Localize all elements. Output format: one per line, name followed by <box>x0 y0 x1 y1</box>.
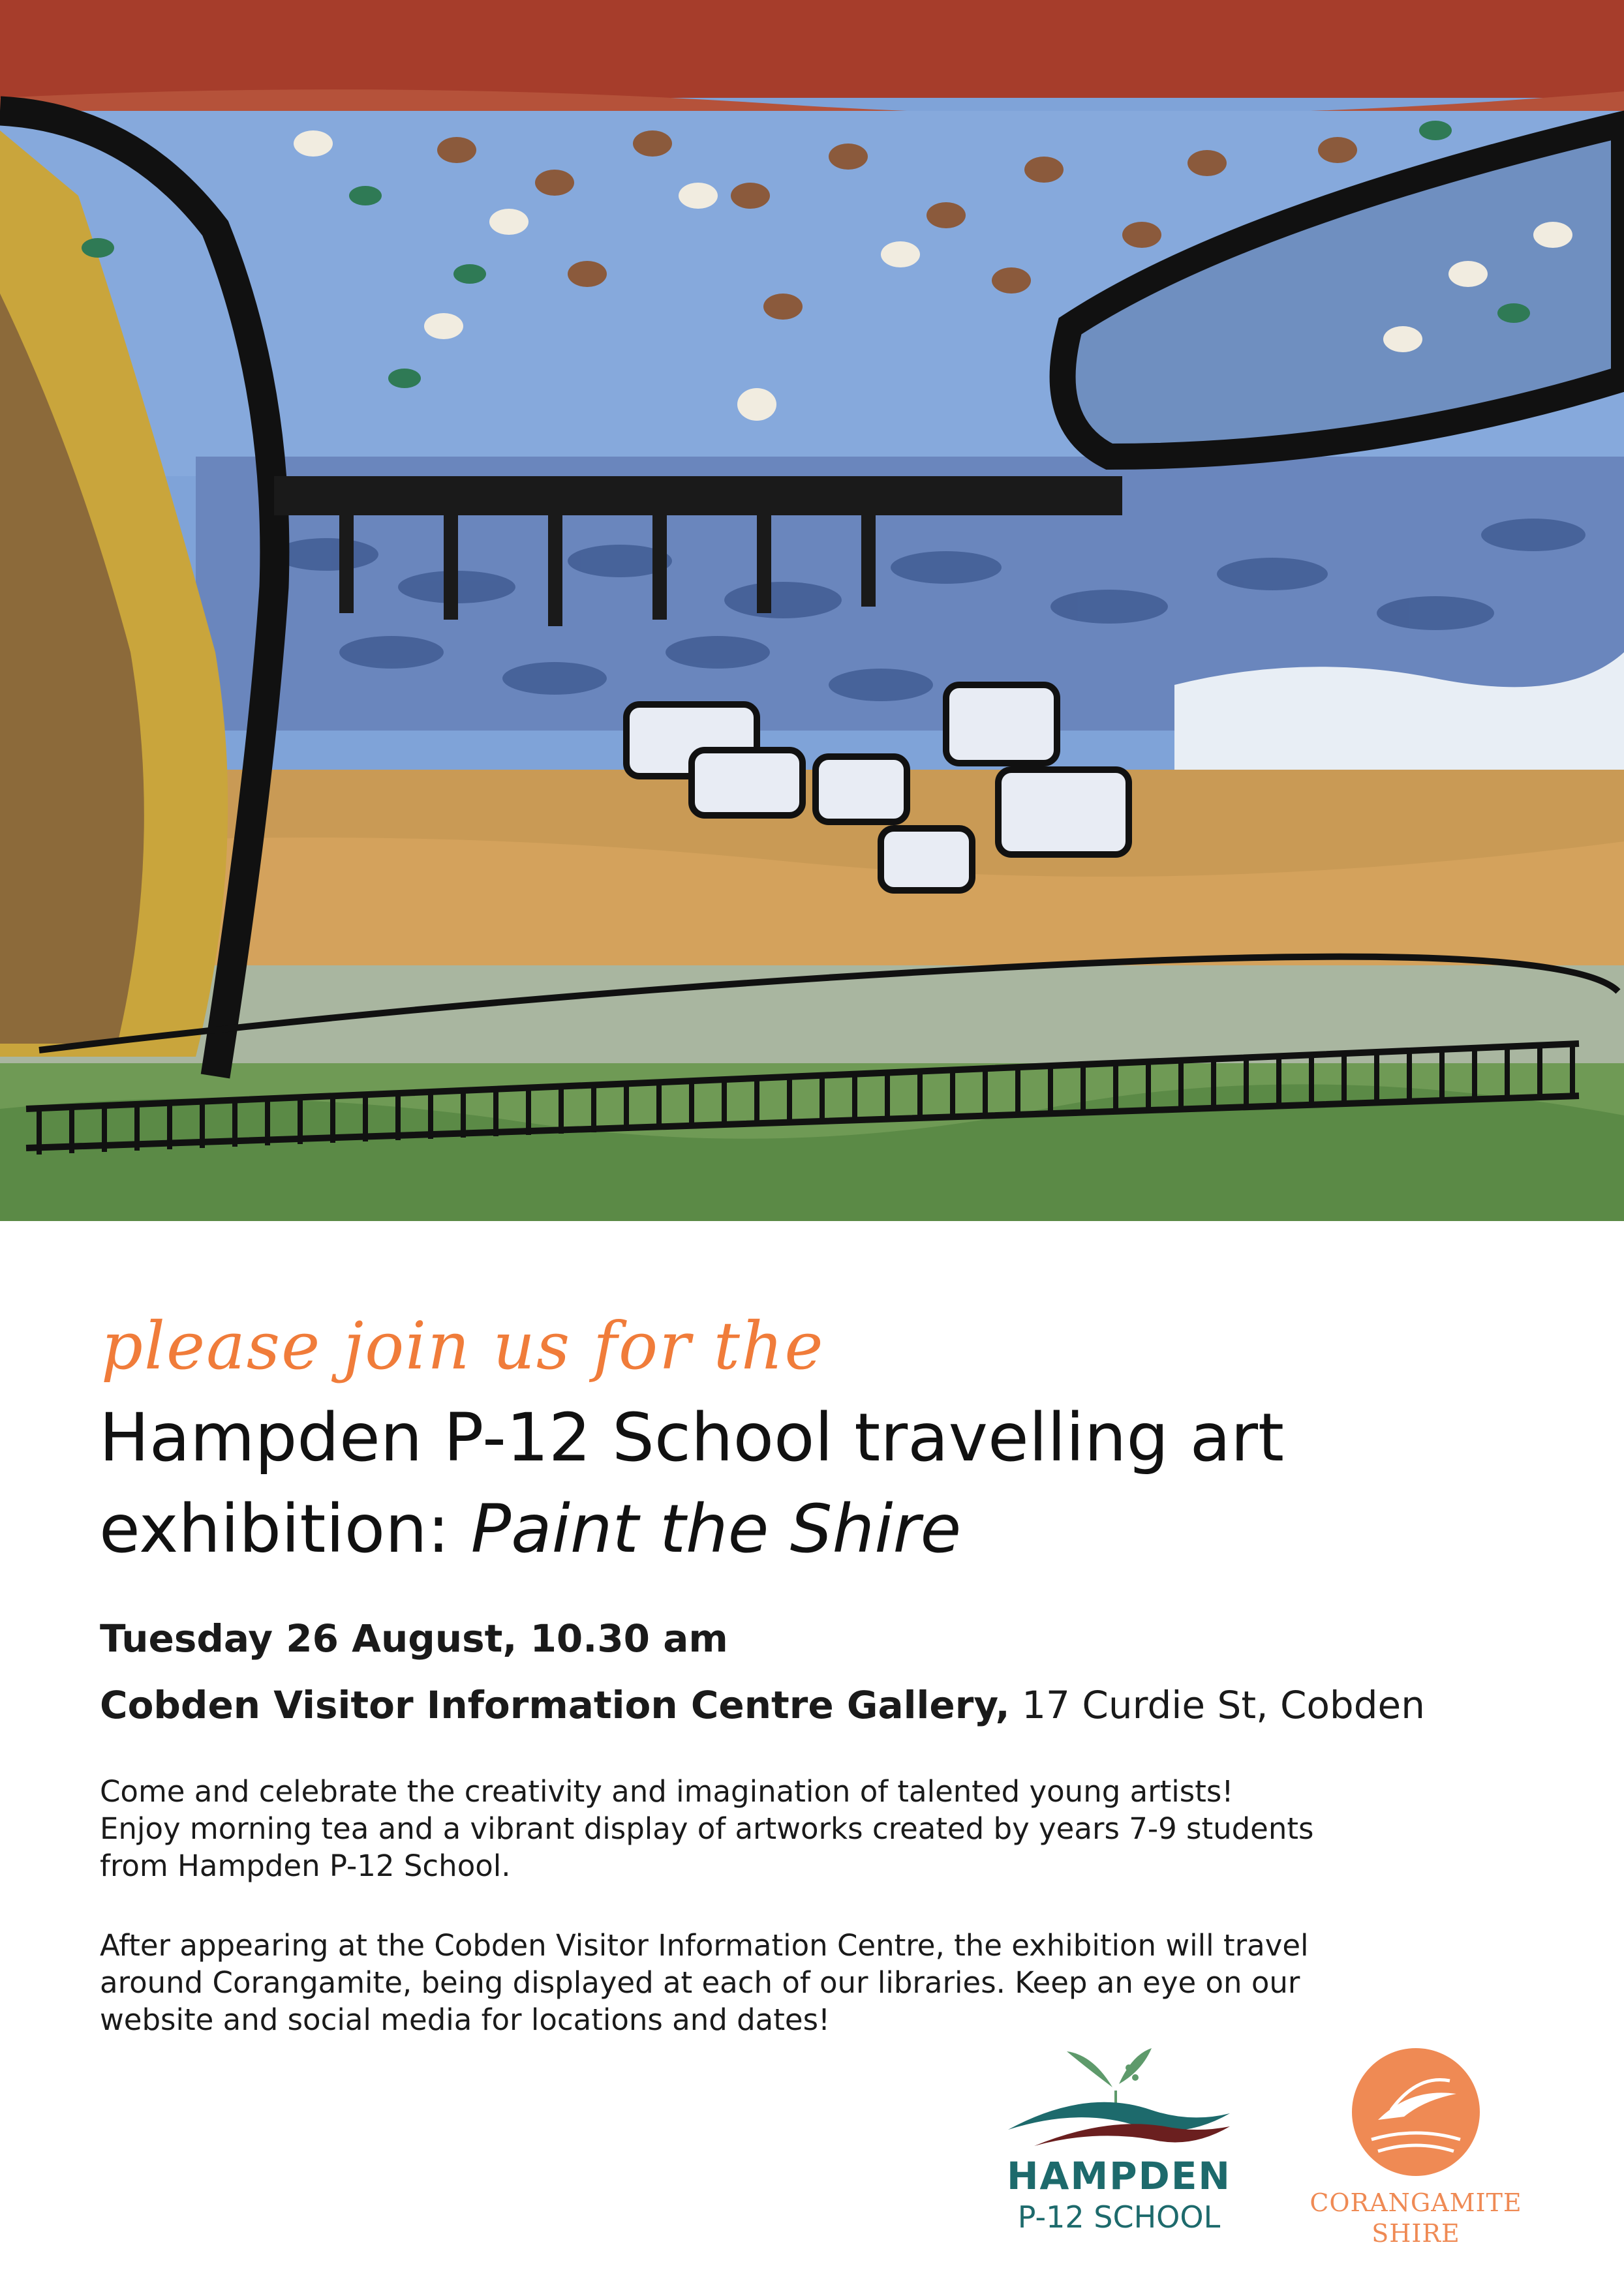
paragraph-2-line: website and social media for locations and dates! <box>100 2002 831 2037</box>
description-paragraph-2 <box>100 1927 1503 2038</box>
corangamite-sub: SHIRE <box>1371 2219 1460 2248</box>
corangamite-emblem-icon <box>1352 2048 1480 2176</box>
title-line-2 <box>99 1484 1567 1575</box>
paragraph-2-line: After appearing at the Cobden Visitor Information Centre, the exhibition will travel <box>100 1928 1309 1963</box>
paragraph-1-line: Enjoy morning tea and a vibrant display of artworks created by years 7-9 students <box>100 1811 1314 1846</box>
title-line-1: Hampden P-12 School travelling art <box>99 1399 1285 1477</box>
paragraph-1-line: Come and celebrate the creativity and imagination of talented young artists! <box>100 1774 1234 1809</box>
hampden-name: HAMPDEN <box>1007 2154 1231 2198</box>
title-line-2-prefix: exhibition: <box>99 1490 471 1568</box>
hampden-school-logo <box>995 2042 1243 2257</box>
corangamite-shire-logo <box>1295 2048 1537 2263</box>
tagline: please join us for the <box>101 1308 825 1384</box>
paragraph-2-line: around Corangamite, being displayed at each of our libraries. Keep an eye on our <box>100 1965 1300 2000</box>
hampden-emblem-icon <box>995 2042 1243 2152</box>
paragraph-1-line: from Hampden P-12 School. <box>100 1849 511 1883</box>
event-date-time: Tuesday 26 August, 10.30 am <box>100 1616 728 1661</box>
page-title <box>99 1393 1567 1575</box>
corangamite-name: CORANGAMITE <box>1310 2188 1522 2217</box>
event-venue: Cobden Visitor Information Centre Gallery, <box>100 1683 1010 1727</box>
event-location <box>100 1683 1425 1727</box>
event-address: 17 Curdie St, Cobden <box>1009 1683 1426 1727</box>
exhibition-name: Paint the Shire <box>470 1490 962 1568</box>
hampden-sub: P-12 SCHOOL <box>1017 2199 1221 2235</box>
description-paragraph-1 <box>100 1773 1503 1884</box>
